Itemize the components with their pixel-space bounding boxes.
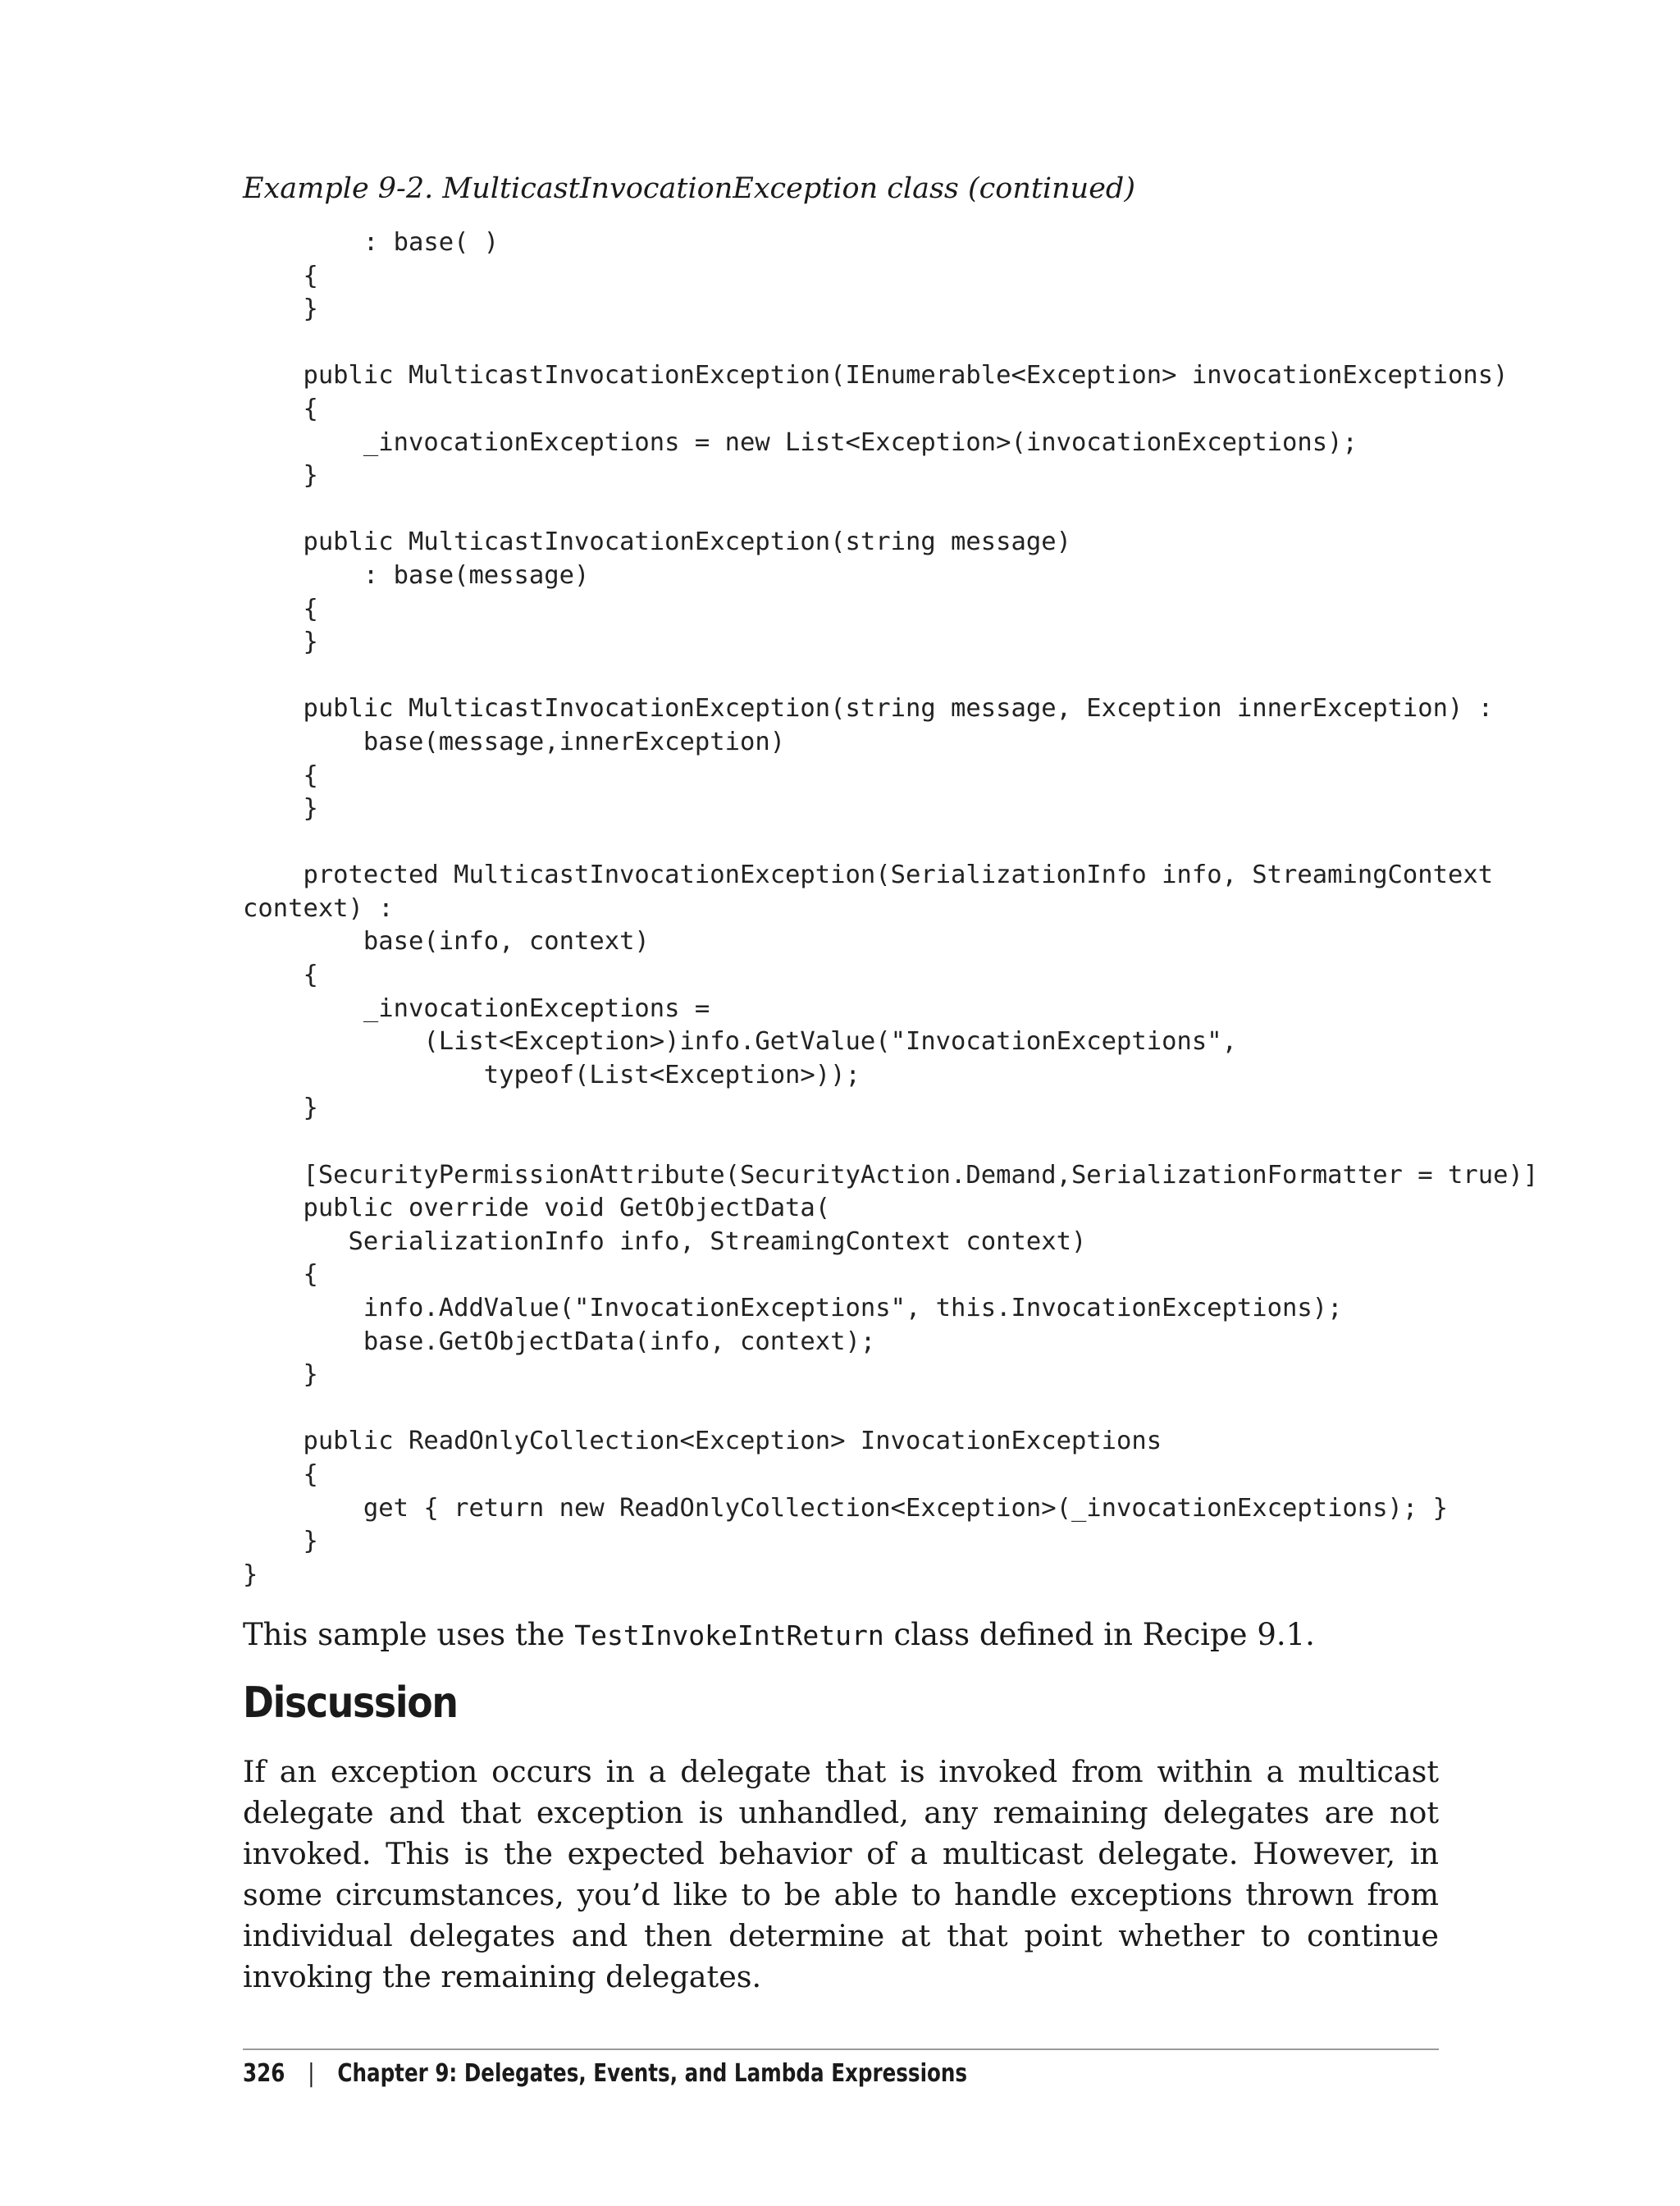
footer-separator: | — [308, 2059, 315, 2088]
section-heading: Discussion — [243, 1678, 458, 1728]
sample-note-text-before: This sample uses the — [243, 1617, 575, 1652]
sample-note — [243, 1615, 1439, 1656]
discussion-paragraph: If an exception occurs in a delegate that is invoked from within a multicast delegate and that exception is unhandled, any remaining delegates are not invoked. This is the expected behavior of a multicast delegate. However, in some circumstances, you’d like to be able to handle exceptions thrown from individual delegates and then determine at that point whether to continue invoking the remaining delegates. — [243, 1754, 1439, 1994]
chapter-title: Chapter 9: Delegates, Events, and Lambda Expressions — [337, 2059, 968, 2088]
page-footer — [243, 2058, 967, 2090]
footer-rule — [243, 2048, 1439, 2050]
example-caption: Example 9-2. MulticastInvocationException class (continued) — [243, 172, 1135, 205]
page-number: 326 — [243, 2059, 285, 2088]
sample-note-text-after: class defined in Recipe 9.1. — [883, 1617, 1315, 1652]
inline-code-class-name: TestInvokeIntReturn — [574, 1619, 884, 1651]
code-listing: : base( ) { } public MulticastInvocationException(IEnumerable<Exception> invocationExceptions) { _invocationExceptions = new List<Exception>(invocationExceptions); } public MulticastInvocationException(string message) : base(message) { } public MulticastInvocationException(string message, Exception innerException) : base(message,innerException) { } protected MulticastInvocationException(SerializationInfo info, StreamingContext context) : base(info, context) { _invocationExceptions = (List<Exception>)info.GetValue("InvocationExceptions", typeof(List<Exception>)); } [SecurityPermissionAttribute(SecurityAction.Demand,SerializationFormatter = true)] public override void GetObjectData( SerializationInfo info, StreamingContext context) { info.AddValue("InvocationExceptions", this.InvocationExceptions); base.GetObjectData(info, context); } public ReadOnlyCollection<Exception> InvocationExceptions { get { return new ReadOnlyCollection<Exception>(_invocationExceptions); } } } — [243, 228, 1539, 1589]
